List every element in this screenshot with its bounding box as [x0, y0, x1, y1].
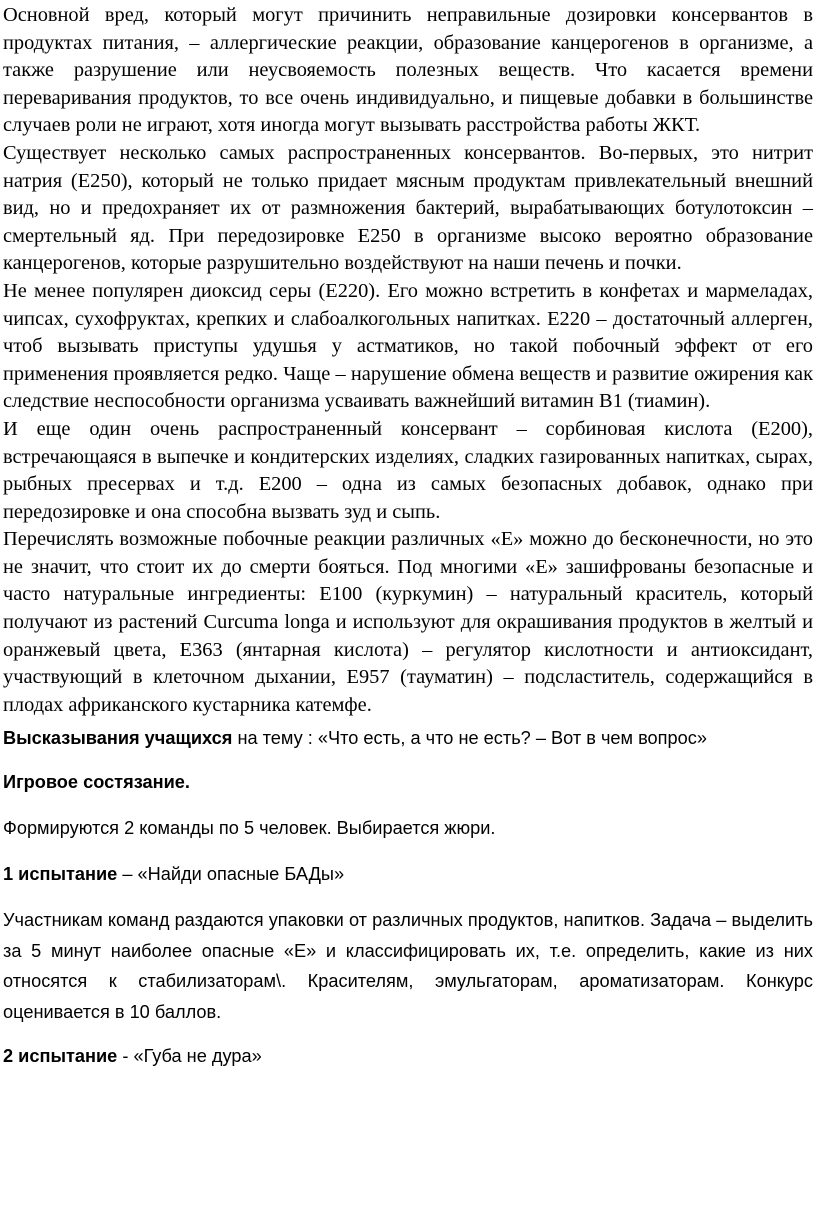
- students-sayings-topic: на тему : «Что есть, а что не есть? – Вот в чем вопрос»: [232, 728, 707, 749]
- task-1-heading: [3, 859, 813, 889]
- task-1-description: Участникам команд раздаются упаковки от различных продуктов, напитков. Задача – выделить за 5 минут наиболее опасные «Е» и классифицировать их, т.е. определить, какие из них относятся к стабилизаторам\. Красителям, эмульгаторам, ароматизаторам. Конкурс оценивается в 10 баллов.: [3, 910, 813, 1022]
- task-2-title: - «Губа не дура»: [117, 1046, 262, 1067]
- task-2-heading: [3, 1041, 813, 1071]
- document-page: [3, 0, 813, 1071]
- game-title: Игровое состязание.: [3, 772, 190, 793]
- students-sayings: [3, 723, 813, 753]
- students-sayings-label: Высказывания учащихся: [3, 728, 233, 749]
- task-1-label: 1 испытание: [3, 864, 118, 885]
- paragraph-preservatives-harm: Основной вред, который могут причинить неправильные дозировки консервантов в продуктах питания, – аллергические реакции, образование канцерогенов в организме, а также разрушение или неусвояемость полезных веществ. Что касается времени переваривания продуктов, то все очень индивидуально, и пищевые добавки в большинстве случаев роли не играют, хотя иногда могут вызывать расстройства работы ЖКТ.: [3, 4, 813, 137]
- paragraph-sulfur-dioxide: Не менее популярен диоксид серы (Е220). Его можно встретить в конфетах и мармеладах, чипсах, сухофруктах, крепких и слабоалкогольных напитках. Е220 – достаточный аллерген, чтоб вызывать приступы удушья у астматиков, но такой побочный эффект от его применения проявляется редко. Чаще – нарушение обмена веществ и развитие ожирения как следствие неспособности организма усваивать важнейший витамин В1 (тиамин).: [3, 279, 813, 413]
- paragraph-sorbic-acid: И еще один очень распространенный консервант – сорбиновая кислота (Е200), встречающаяся в выпечке и кондитерских изделиях, сладких газированных напитках, сырах, рыбных пресервах и т.д. Е200 – одна из самых безопасных добавок, однако при передозировке и она способна вызвать зуд и сыпь.: [3, 417, 813, 523]
- teams-description: Формируются 2 команды по 5 человек. Выбирается жюри.: [3, 818, 496, 839]
- paragraph-safe-additives: Перечислять возможные побочные реакции различных «Е» можно до бесконечности, но это не значит, что стоит их до смерти бояться. Под многими «Е» зашифрованы безопасные и часто натуральные ингредиенты: Е100 (куркумин) – натуральный краситель, который получают из растений Curcuma longa и используют для окрашивания продуктов в желтый и оранжевый цвета, Е363 (янтарная кислота) – регулятор кислотности и антиоксидант, участвующий в клеточном дыхании, Е957 (тауматин) – подсластитель, содержащийся в плодах африканского кустарника катемфе.: [3, 528, 813, 716]
- task-2-label: 2 испытание: [3, 1046, 118, 1067]
- task-1-title: – «Найди опасные БАДы»: [117, 864, 345, 885]
- paragraph-sodium-nitrite: Существует несколько самых распространенных консервантов. Во-первых, это нитрит натрия (Е250), который не только придает мясным продуктам привлекательный внешний вид, но и предохраняет их от размножения бактерий, вырабатывающих ботулотоксин – смертельный яд. При передозировке Е250 в организме высоко вероятно образование канцерогенов, которые разрушительно воздействуют на наши печень и почки.: [3, 141, 813, 275]
